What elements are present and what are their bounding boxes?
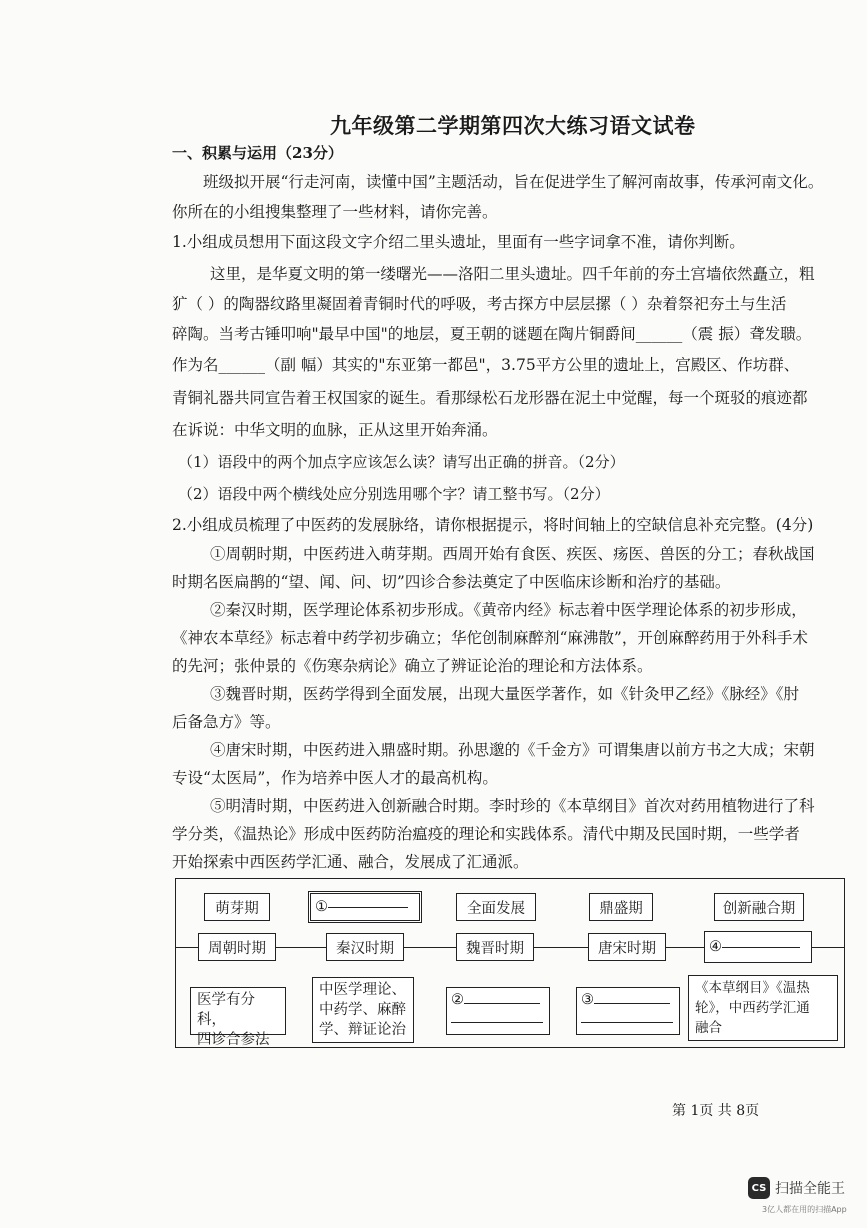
note-line: 中医学理论、	[319, 982, 406, 998]
note-line: 《本草纲目》《温热	[695, 980, 810, 996]
page-title: 九年级第二学期第四次大练习语文试卷	[330, 113, 696, 138]
answer-line	[328, 907, 408, 908]
history-line: 学分类，《温热论》形成中医药防治瘟疫的理论和实践体系。清代中期及民国时期，一些学者	[172, 825, 800, 843]
blank-marker: ④	[709, 939, 722, 955]
answer-line	[581, 1022, 673, 1023]
section-heading: 一、积累与运用（23分）	[172, 144, 343, 162]
intro-line: 你所在的小组搜集整理了一些材料，请你完善。	[172, 203, 498, 221]
passage-line: 作为名______（副 幅）其实的"东亚第一都邑"，3.75平方公里的遗址上，宫殿区、作坊群、	[172, 356, 800, 374]
period-label: 周朝时期	[198, 933, 276, 961]
question-stem: 2.小组成员梳理了中医药的发展脉络，请你根据提示，将时间轴上的空缺信息补充完整。(4分)	[172, 516, 814, 534]
note-qinhan	[312, 977, 414, 1043]
sub-question: （2）语段中两个横线处应分别选用哪个字？请工整书写。（2分）	[178, 485, 610, 503]
period-label: 魏晋时期	[456, 933, 534, 961]
history-line: 《神农本草经》标志着中药学初步确立；华佗创制麻醉剂“麻沸散”，开创麻醉药用于外科手术	[172, 629, 808, 647]
note-line: 轮》，中西药学汇通	[695, 1000, 810, 1016]
answer-line	[464, 1003, 540, 1004]
stage-label: 萌芽期	[204, 893, 270, 921]
history-line: 专设“太医局”，作为培养中医人才的最高机构。	[172, 769, 498, 787]
passage-line: 犷（ ）的陶器纹路里凝固着青铜时代的呼吸，考古探方中层层摞（ ）杂着祭祀夯土与生活	[172, 295, 787, 313]
passage-line: 青铜礼器共同宣告着王权国家的诞生。看那绿松石龙形器在泥土中觉醒，每一个斑驳的痕迹都	[172, 389, 808, 407]
note-blank-3	[576, 987, 680, 1035]
stage-label: 鼎盛期	[589, 893, 653, 921]
history-line: ③魏晋时期，医药学得到全面发展，出现大量医学著作，如《针灸甲乙经》《脉经》《肘	[210, 685, 800, 703]
intro-line: 班级拟开展“行走河南，读懂中国”主题活动，旨在促进学生了解河南故事，传承河南文化。	[203, 173, 824, 191]
blank-marker: ①	[315, 899, 328, 915]
note-line: 医学有分科，	[197, 992, 255, 1028]
page-number: 第 1页 共 8页	[672, 1103, 760, 1119]
passage-line: 在诉说：中华文明的血脉，正从这里开始奔涌。	[172, 421, 498, 439]
history-line: ①周朝时期，中医药进入萌芽期。西周开始有食医、疾医、疡医、兽医的分工；春秋战国	[210, 545, 815, 563]
passage-line: 这里，是华夏文明的第一缕曙光——洛阳二里头遗址。四千年前的夯土宫墙依然矗立，粗	[210, 265, 815, 283]
note-line: 融合	[695, 1020, 722, 1036]
scanner-logo-icon: CS	[748, 1177, 770, 1199]
history-line: 的先河；张仲景的《伤寒杂病论》确立了辨证论治的理论和方法体系。	[172, 657, 653, 675]
history-line: 后备急方》等。	[172, 713, 281, 731]
note-zhou	[190, 987, 286, 1048]
period-blank-4	[704, 931, 812, 963]
timeline-diagram	[175, 878, 845, 1048]
period-label: 唐宋时期	[588, 933, 666, 961]
sub-question: （1）语段中的两个加点字应该怎么读？请写出正确的拼音。（2分）	[178, 453, 625, 471]
blank-marker: ③	[581, 992, 594, 1008]
stage-label: 全面发展	[456, 893, 536, 921]
answer-line	[451, 1022, 543, 1023]
note-line: 学、辩证论治	[319, 1022, 406, 1038]
answer-line	[722, 947, 800, 948]
watermark-tagline: 3亿人都在用的扫描App	[762, 1205, 847, 1214]
question-stem: 1.小组成员想用下面这段文字介绍二里头遗址，里面有一些字词拿不准，请你判断。	[172, 233, 745, 251]
history-line: 开始探索中西医药学汇通、融合，发展成了汇通派。	[172, 853, 529, 871]
passage-line: 碎陶。当考古锤叩响"最早中国"的地层，夏王朝的谜题在陶片铜爵间______（震 振）聋发聩。	[172, 325, 812, 343]
stage-blank-1	[308, 891, 422, 923]
history-line: 时期名医扁鹊的“望、闻、问、切”四诊合参法奠定了中医临床诊断和治疗的基础。	[172, 573, 731, 591]
history-line: ④唐宋时期，中医药进入鼎盛时期。孙思邈的《千金方》可谓集唐以前方书之大成；宋朝	[210, 741, 815, 759]
watermark-brand: 扫描全能王	[775, 1181, 845, 1197]
note-blank-2	[446, 987, 550, 1035]
note-mingqing	[688, 975, 838, 1041]
period-label: 秦汉时期	[326, 933, 404, 961]
answer-line	[594, 1003, 670, 1004]
history-line: ⑤明清时期，中医药进入创新融合时期。李时珍的《本草纲目》首次对药用植物进行了科	[210, 797, 815, 815]
history-line: ②秦汉时期，医学理论体系初步形成。《黄帝内经》标志着中医学理论体系的初步形成，	[210, 601, 807, 619]
blank-marker: ②	[451, 992, 464, 1008]
note-line: 中药学、麻醉	[319, 1002, 406, 1018]
stage-label: 创新融合期	[714, 893, 804, 921]
note-line: 四诊合参法	[197, 1032, 270, 1048]
